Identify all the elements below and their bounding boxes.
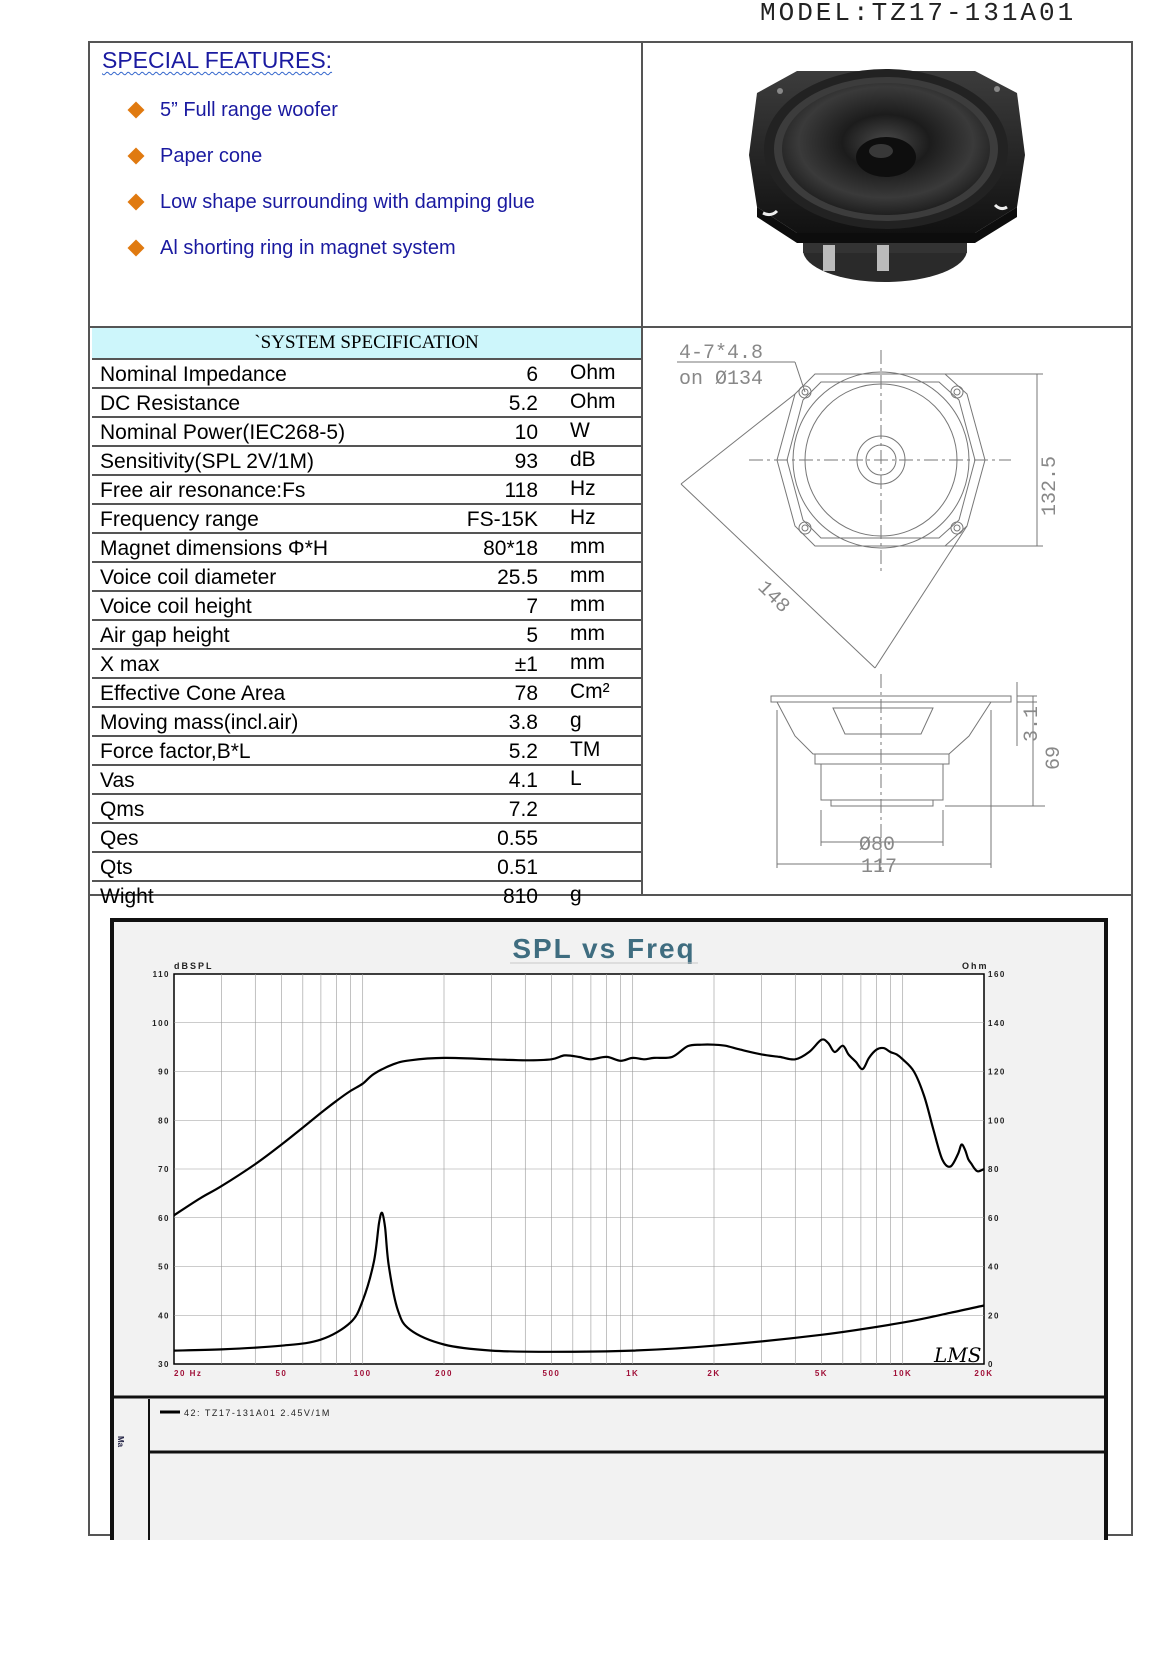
spec-value: 0.55 xyxy=(497,827,538,850)
datasheet-frame xyxy=(88,41,1133,1536)
spec-value: 25.5 xyxy=(497,566,538,589)
dim-width: 132.5 xyxy=(1039,455,1062,516)
spec-label: Qms xyxy=(100,798,145,821)
spec-label: Nominal Power(IEC268-5) xyxy=(100,421,346,444)
chart-title: SPL vs Freq xyxy=(512,933,696,964)
spec-unit: mm xyxy=(570,535,605,558)
spec-value: 6 xyxy=(526,363,538,386)
spec-value: 5.2 xyxy=(508,392,538,415)
spec-table xyxy=(92,360,641,911)
y-tick-label: 90 xyxy=(158,1067,170,1077)
dim-outer: 117 xyxy=(861,856,898,879)
spec-label: Qts xyxy=(100,856,133,879)
feature-item: Paper cone xyxy=(130,133,535,179)
spl-chart xyxy=(114,922,1104,1540)
spec-label: Effective Cone Area xyxy=(100,682,286,705)
spec-row xyxy=(92,853,641,882)
spec-value: 810 xyxy=(502,885,538,908)
spec-value: 78 xyxy=(514,682,538,705)
dim-flange: 3.1 xyxy=(1021,705,1044,742)
y2-tick-label: 140 xyxy=(988,1018,1006,1028)
spec-label: Qes xyxy=(100,827,139,850)
spec-label: Frequency range xyxy=(100,508,259,531)
spec-label: Voice coil height xyxy=(100,595,252,618)
y-axis-label: dBSPL xyxy=(174,961,214,971)
y-tick-label: 60 xyxy=(158,1213,170,1223)
spec-value: 5.2 xyxy=(508,740,538,763)
spec-label: X max xyxy=(100,653,160,676)
y-tick-label: 50 xyxy=(158,1262,170,1272)
y2-tick-label: 0 xyxy=(988,1360,994,1369)
y-tick-label: 100 xyxy=(152,1018,170,1028)
spec-label: Air gap height xyxy=(100,624,230,647)
spec-row xyxy=(92,824,641,853)
spec-row xyxy=(92,679,641,708)
spec-value: 0.51 xyxy=(497,856,538,879)
spec-value: 4.1 xyxy=(508,769,538,792)
spec-unit: g xyxy=(570,709,582,732)
y-tick-label: 70 xyxy=(158,1165,170,1174)
spec-label: Wight xyxy=(100,885,154,908)
dim-holes: 4-7*4.8 xyxy=(679,342,764,365)
dim-depth: 69 xyxy=(1043,745,1066,770)
features-title: SPECIAL FEATURES: xyxy=(102,47,333,73)
y2-tick-label: 100 xyxy=(988,1116,1006,1126)
spec-unit: mm xyxy=(570,622,605,645)
spec-unit: g xyxy=(570,883,582,906)
spec-row xyxy=(92,737,641,766)
spec-label: DC Resistance xyxy=(100,392,241,415)
spec-value: 118 xyxy=(504,479,538,502)
chart-legend-entry: 42: TZ17-131A01 2.45V/1M xyxy=(184,1408,331,1418)
spec-value: 80*18 xyxy=(483,537,538,560)
x-tick-label: 20K xyxy=(974,1369,994,1378)
lms-watermark: LMS xyxy=(934,1343,982,1367)
spec-row xyxy=(92,476,641,505)
spec-unit: Ohm xyxy=(570,390,616,413)
spec-row xyxy=(92,563,641,592)
side-label: Ma xyxy=(116,1436,125,1448)
x-tick-label: 20 Hz xyxy=(174,1369,203,1378)
dim-magnet: Ø80 xyxy=(859,834,896,857)
model-number: MODEL:TZ17-131A01 xyxy=(760,0,1077,28)
diamond-bullet-icon xyxy=(128,194,145,211)
spec-label: Magnet dimensions Φ*H xyxy=(100,537,329,560)
spec-unit: Ohm xyxy=(570,361,616,384)
feature-item: Al shorting ring in magnet system xyxy=(130,225,535,271)
spec-value: ±1 xyxy=(514,653,538,676)
technical-drawing xyxy=(645,330,1129,893)
x-tick-label: 500 xyxy=(542,1369,561,1378)
x-tick-label: 1K xyxy=(626,1369,640,1378)
spec-value: 5 xyxy=(526,624,538,647)
spec-value: 93 xyxy=(514,450,538,473)
spec-unit: W xyxy=(570,419,590,442)
y-tick-label: 110 xyxy=(152,970,170,979)
spec-label: Vas xyxy=(100,769,135,792)
spec-row xyxy=(92,795,641,824)
spec-unit: Hz xyxy=(570,477,596,500)
feature-item: 5” Full range woofer xyxy=(130,87,535,133)
diamond-bullet-icon xyxy=(128,240,145,257)
feature-list xyxy=(130,87,535,271)
feature-item: Low shape surrounding with damping glue xyxy=(130,179,535,225)
spec-row xyxy=(92,650,641,679)
spec-row xyxy=(92,534,641,563)
y2-tick-label: 60 xyxy=(988,1213,1000,1223)
diamond-bullet-icon xyxy=(128,102,145,119)
y-tick-label: 30 xyxy=(158,1360,170,1369)
spec-unit: L xyxy=(570,767,582,790)
y-tick-label: 40 xyxy=(158,1311,170,1321)
spec-value: 3.8 xyxy=(508,711,538,734)
y2-tick-label: 40 xyxy=(988,1262,1000,1272)
x-tick-label: 200 xyxy=(435,1369,453,1378)
spec-row xyxy=(92,418,641,447)
spec-label: Nominal Impedance xyxy=(100,363,287,386)
x-tick-label: 50 xyxy=(275,1369,288,1378)
x-tick-label: 100 xyxy=(353,1369,372,1378)
diamond-bullet-icon xyxy=(128,148,145,165)
spec-unit: TM xyxy=(570,738,601,761)
spec-unit: dB xyxy=(570,448,596,471)
speaker-photo xyxy=(645,45,1129,325)
dim-pcd: on Ø134 xyxy=(679,368,764,391)
spec-row xyxy=(92,505,641,534)
spec-row xyxy=(92,389,641,418)
y2-tick-label: 160 xyxy=(988,970,1006,979)
y2-tick-label: 80 xyxy=(988,1165,1000,1174)
spec-label: Moving mass(incl.air) xyxy=(100,711,299,734)
x-tick-label: 5K xyxy=(814,1369,829,1378)
spec-label: Force factor,B*L xyxy=(100,740,251,763)
spec-row xyxy=(92,360,641,389)
spec-row xyxy=(92,766,641,795)
spec-value: FS-15K xyxy=(466,508,538,531)
spec-row xyxy=(92,621,641,650)
x-tick-label: 2K xyxy=(707,1369,721,1378)
spec-unit: mm xyxy=(570,651,605,674)
spec-value: 7.2 xyxy=(508,798,538,821)
column-divider xyxy=(641,43,643,896)
spec-label: Sensitivity(SPL 2V/1M) xyxy=(100,450,314,473)
y2-axis-label: Ohm xyxy=(962,961,989,971)
spec-row xyxy=(92,882,641,911)
spec-label: Free air resonance:Fs xyxy=(100,479,306,502)
spec-unit: mm xyxy=(570,593,605,616)
spec-row xyxy=(92,447,641,476)
spl-chart-panel xyxy=(110,918,1108,1540)
spec-row xyxy=(92,708,641,737)
spec-unit: Cm² xyxy=(570,680,610,703)
y2-tick-label: 120 xyxy=(988,1067,1006,1077)
spec-unit: mm xyxy=(570,564,605,587)
spec-value: 7 xyxy=(526,595,538,618)
spec-label: Voice coil diameter xyxy=(100,566,277,589)
y2-tick-label: 20 xyxy=(988,1311,1000,1321)
y-tick-label: 80 xyxy=(158,1116,170,1126)
spec-unit: Hz xyxy=(570,506,596,529)
x-tick-label: 10K xyxy=(893,1369,913,1378)
spec-row xyxy=(92,592,641,621)
spec-value: 10 xyxy=(514,421,538,444)
spec-table-title: `SYSTEM SPECIFICATION xyxy=(92,328,641,360)
dim-diagonal: 148 xyxy=(752,576,794,619)
